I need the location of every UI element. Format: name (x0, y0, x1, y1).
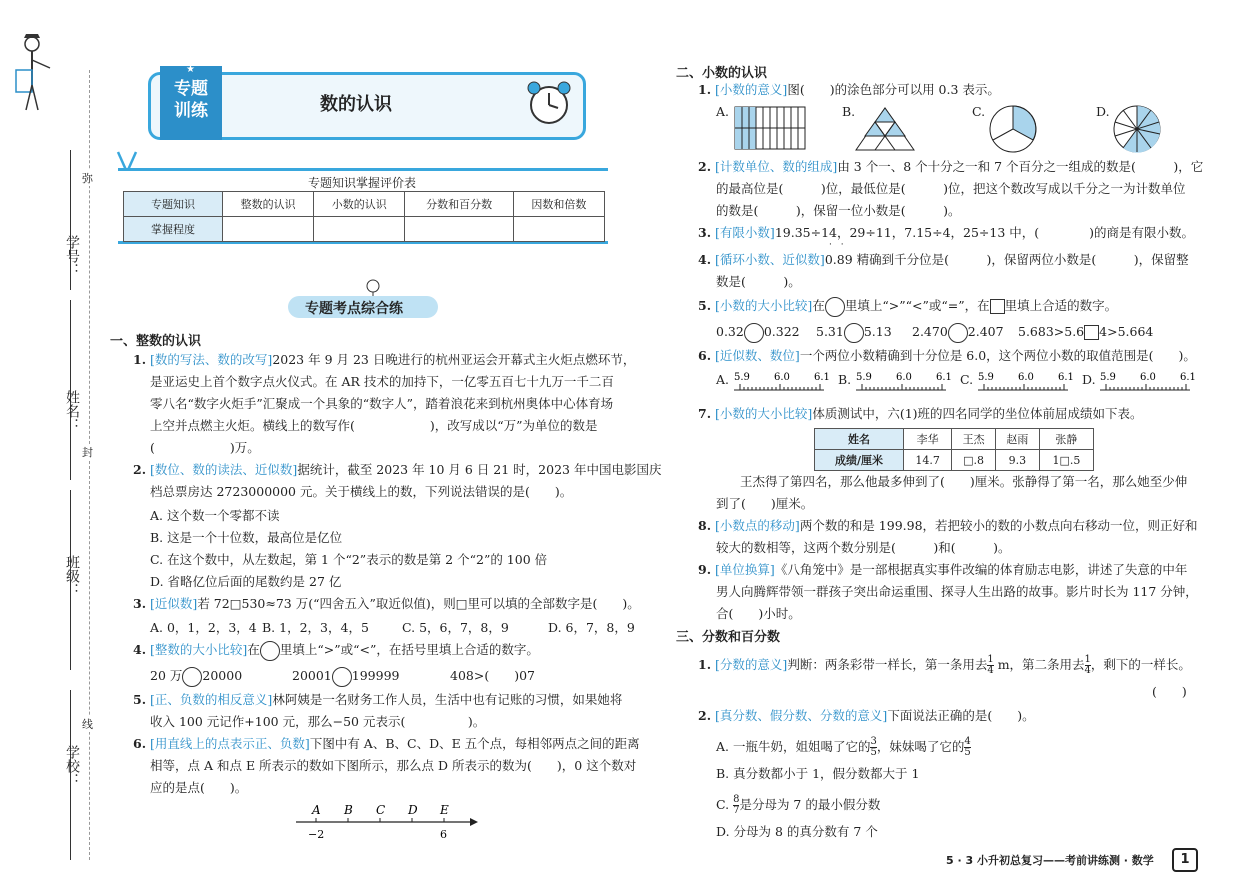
question-text: 下面说法正确的是( )。 (887, 708, 1035, 723)
question-6 (133, 734, 640, 754)
question-tag: [小数点的移动] (715, 518, 800, 533)
question-text: 数是( )。 (716, 274, 801, 289)
question-tag: [近似数] (150, 596, 198, 611)
school-label: 学校： (64, 745, 80, 787)
question-number: 3. (133, 596, 147, 611)
question-text: 零八名“数字火炬手”汇聚成一个具象的“数字人”，踏着浪花来到杭州奥体中心体育场 (150, 396, 614, 411)
question-tag: [数的写法、数的改写] (150, 352, 273, 367)
compare-left: 20 万 (150, 668, 183, 683)
numerator: 3 (870, 736, 877, 747)
compare-circle-input[interactable] (844, 323, 864, 343)
option-d[interactable]: D. 省略亿位后面的尾数约是 27 亿 (150, 574, 342, 589)
question-text: 上空并点燃主火炬。横线上的数写作( )，改写成以“万”为单位的数是 (150, 418, 598, 433)
question-number: 2. (698, 159, 712, 174)
question-text: 里填上“>”或“<”，在括号里填上合适的数字。 (279, 642, 539, 657)
option-b[interactable]: B. 这是一个十位数，最高位是亿位 (150, 530, 343, 545)
numerator: 1 (1084, 654, 1091, 665)
question-number: 5. (133, 692, 147, 707)
compare-item (716, 322, 800, 343)
question-text: 档总票房达 2723000000 元。关于横线上的数，下列说法错误的是( )。 (150, 484, 573, 499)
table-cell: 14.7 (904, 450, 952, 471)
compare-left: 5.31 (816, 324, 844, 339)
question-text: 《八角笼中》是一部根据真实事件改编的体育励志电影，讲述了失意的中年 (774, 562, 1188, 577)
question-1 (133, 350, 635, 370)
question-tag: [有限小数] (715, 225, 775, 240)
figure-b-triangles (854, 106, 916, 152)
option-c[interactable]: C. (960, 372, 974, 387)
option-d[interactable]: D. (1082, 372, 1096, 387)
option-d[interactable]: D. 分母为 8 的真分数有 7 个 (716, 824, 878, 839)
compare-right: 4>5.664 (1099, 324, 1154, 339)
question-1 (698, 80, 1000, 100)
numerator: 1 (987, 654, 994, 665)
question-text: 收入 100 元记作+100 元，那么−50 元表示( )。 (150, 714, 486, 729)
number-line-figure (290, 800, 480, 845)
ruler-tick-label: 5.9 (856, 372, 872, 383)
question-text: 判断：两条彩带一样长，第一条用去 (787, 657, 988, 672)
seal-char-xian: 线 (82, 718, 93, 731)
ruler-tick-label: 5.9 (734, 372, 750, 383)
question-2 (698, 706, 1035, 726)
badge-line-2: 训练 (174, 101, 208, 121)
square-input[interactable] (1084, 325, 1099, 340)
numerator: 8 (733, 794, 740, 805)
option-c[interactable] (716, 792, 880, 818)
question-text: 体质测试中，六(1)班的四名同学的坐位体前屈成绩如下表。 (812, 406, 1143, 421)
compare-item (292, 666, 399, 687)
question-number: 2. (133, 462, 147, 477)
seal-char-mi: 弥 (82, 172, 93, 185)
option-b[interactable]: B. (838, 372, 852, 387)
eval-cell: 整数的认识 (223, 192, 314, 217)
fraction (964, 737, 970, 758)
option-b[interactable]: B. (842, 104, 856, 119)
circle-blank-icon (825, 297, 845, 317)
question-4 (698, 250, 1189, 270)
question-number: 4. (698, 252, 712, 267)
option-b[interactable]: B. 真分数都小于 1，假分数都大于 1 (716, 766, 920, 781)
question-text: 到了( )厘米。 (716, 496, 814, 511)
compare-right: 199999 (351, 668, 400, 683)
eval-cell: 分数和百分数 (405, 192, 513, 217)
point-label: A (312, 803, 321, 817)
section-heading: 一、整数的认识 (110, 334, 202, 349)
compare-right: 5.13 (863, 324, 892, 339)
option-d[interactable]: D. (1096, 104, 1110, 119)
numerator: 4 (964, 736, 971, 747)
badge-star-icon: ★ (186, 64, 195, 75)
option-c[interactable]: C. (972, 104, 986, 119)
question-text: ，剩下的一样长。 (1090, 657, 1191, 672)
question-text: 较大的数相等，这两个数分别是( )和( )。 (716, 540, 1011, 555)
option-text: 是分母为 7 的最小假分数 (739, 797, 881, 812)
denominator: 5 (964, 747, 971, 758)
table-cell: □.8 (952, 450, 996, 471)
compare-item (1018, 322, 1153, 342)
question-text: 男人向腾辉带领一群孩子突出命运重围、探寻人生出路的故事。影片时长为 117 分钟， (716, 584, 1198, 599)
option-text: ，妹妹喝了它的 (876, 739, 965, 754)
question-text: 林阿姨是一名财务工作人员，生活中也有记账的习惯，如果她将 (272, 692, 623, 707)
question-6 (698, 346, 1196, 366)
ruler-tick-label: 6.0 (896, 372, 912, 383)
eval-table-title: 专题知识掌握评价表 (308, 176, 417, 190)
question-number: 8. (698, 518, 712, 533)
ruler-tick-label: 6.1 (936, 372, 952, 383)
compare-left: 2.470 (912, 324, 948, 339)
question-text: 的数是( )，保留一位小数是( )。 (716, 203, 961, 218)
repeating-dots: · · (829, 240, 847, 250)
section-heading: 三、分数和百分数 (676, 630, 781, 645)
question-5 (133, 690, 622, 710)
pin-icon (114, 150, 140, 178)
question-text: 图( )的涂色部分可以用 0.3 表示。 (787, 82, 1000, 97)
eval-cell: 小数的认识 (314, 192, 405, 217)
denominator: 7 (733, 805, 740, 816)
topic-badge (160, 66, 222, 140)
ruler-option-b (854, 368, 950, 396)
ruler-tick-label: 6.0 (1140, 372, 1156, 383)
compare-circle-input[interactable] (744, 323, 764, 343)
question-5 (698, 296, 1117, 317)
question-tag: [用直线上的点表示正、负数] (150, 736, 310, 751)
square-blank-icon (990, 299, 1005, 314)
question-3 (698, 223, 1194, 243)
question-tag: [正、负数的相反意义] (150, 692, 273, 707)
option-text: C. (716, 797, 730, 812)
ruler-tick-label: 6.0 (774, 372, 790, 383)
page-title: 数的认识 (320, 94, 392, 115)
class-label: 班级： (64, 555, 80, 597)
question-text: 王杰得了第四名，那么他最多伸到了( )厘米。张静得了第一名，那么她至少伸 (740, 474, 1188, 489)
figure-d-circle (1112, 104, 1162, 154)
question-text: 里填上“>”“<”或“=”，在 (844, 298, 990, 313)
question-text: 19.35÷14，29÷11，7.15÷4，25÷13 中，( )的商是有限小数。 (774, 225, 1195, 240)
question-number: 3. (698, 225, 712, 240)
option-a[interactable]: A. (716, 104, 730, 119)
question-tag: [循环小数、近似数] (715, 252, 825, 267)
compare-left: 5.683>5.6 (1018, 324, 1085, 339)
question-text: 2023 年 9 月 23 日晚进行的杭州亚运会开幕式主火炬点燃环节， (272, 352, 636, 367)
question-number: 6. (133, 736, 147, 751)
badge-line-1: 专题 (174, 79, 208, 99)
question-text: 的最高位是( )位，最低位是( )位，把这个数改写成以千分之一为计数单位 (716, 181, 1186, 196)
question-text: 一个两位小数精确到十分位是 6.0，这个两位小数的取值范围是( )。 (799, 348, 1196, 363)
ruler-option-c (976, 368, 1072, 396)
question-tag: [整数的大小比较] (150, 642, 248, 657)
question-number: 4. (133, 642, 147, 657)
compare-item (816, 322, 892, 343)
value-label: 6 (440, 828, 447, 841)
table-header: 赵雨 (996, 429, 1040, 450)
student-id-label: 学号： (64, 235, 80, 277)
question-number: 9. (698, 562, 712, 577)
eval-cell: 掌握程度 (124, 217, 223, 242)
question-text: 在 (247, 642, 260, 657)
compare-circle-input[interactable] (332, 667, 352, 687)
question-tag: [数位、数的读法、近似数] (150, 462, 298, 477)
question-text: 在 (812, 298, 825, 313)
section-heading: 二、小数的认识 (676, 66, 768, 81)
point-label: E (440, 803, 449, 817)
ruler-tick-label: 6.1 (1058, 372, 1074, 383)
question-tag: [小数的大小比较] (715, 406, 813, 421)
question-3 (133, 594, 640, 614)
option-c[interactable]: C. 在这个数中，从左数起，第 1 个“2”表示的数是第 2 个“2”的 100 倍 (150, 552, 548, 567)
question-text: 应的是点( )。 (150, 780, 248, 795)
question-text: ( )万。 (150, 440, 260, 455)
figure-c-circle (988, 104, 1038, 154)
question-number: 5. (698, 298, 712, 313)
question-8 (698, 516, 1198, 536)
eval-input-cell[interactable] (513, 217, 604, 242)
figure-a-grid (734, 106, 806, 150)
question-text: 合( )小时。 (716, 606, 801, 621)
question-text: 相等，点 A 和点 E 所表示的数如下图所示，那么点 D 所表示的数为( )，0 这个数对 (150, 758, 637, 773)
table-header: 李华 (904, 429, 952, 450)
footer-text: 5 · 3 小升初总复习——考前讲练测 · 数学 (946, 854, 1154, 867)
practice-title: 专题考点综合练 (305, 301, 403, 317)
option-a[interactable] (716, 734, 971, 760)
compare-circle-input[interactable] (948, 323, 968, 343)
option-a[interactable]: A. (716, 372, 730, 387)
eval-input-cell[interactable] (405, 217, 513, 242)
question-number: 6. (698, 348, 712, 363)
option-a[interactable]: A. 0，1，2，3，4 (150, 620, 257, 635)
table-header: 王杰 (952, 429, 996, 450)
eval-input-cell[interactable] (223, 217, 314, 242)
page-number: 1 (1172, 848, 1198, 872)
circle-blank-icon (260, 641, 280, 661)
question-number: 2. (698, 708, 712, 723)
fraction (987, 655, 993, 676)
question-text: 0.89 精确到千分位是( )，保留两位小数是( )，保留整 (824, 252, 1189, 267)
question-text: m，第二条用去 (997, 657, 1085, 672)
compare-right: 0.322 (763, 324, 800, 339)
option-text: A. 一瓶牛奶，姐姐喝了它的 (716, 739, 871, 754)
ruler-tick-label: 6.1 (814, 372, 830, 383)
binding-dashed-line (89, 70, 90, 860)
point-label: D (408, 803, 418, 817)
question-number: 1. (698, 657, 712, 672)
question-tag: [近似数、数位] (715, 348, 800, 363)
option-d[interactable]: D. 6，7，8，9 (548, 620, 635, 635)
score-table (814, 428, 1094, 471)
seal-char-feng: 封 (82, 446, 93, 459)
mascot-figure (8, 30, 58, 120)
alarm-clock-icon (522, 78, 574, 128)
compare-left: 0.32 (716, 324, 744, 339)
compare-right: 2.407 (967, 324, 1004, 339)
eval-input-cell[interactable] (314, 217, 405, 242)
question-number: 7. (698, 406, 712, 421)
question-9 (698, 560, 1187, 580)
question-tag: [真分数、假分数、分数的意义] (715, 708, 888, 723)
question-2 (133, 460, 661, 480)
eval-cell: 专题知识 (124, 192, 223, 217)
question-2 (698, 157, 1203, 177)
point-label: B (344, 803, 353, 817)
table-header: 张静 (1039, 429, 1093, 450)
table-header: 姓名 (815, 429, 904, 450)
question-tag: [小数的意义] (715, 82, 788, 97)
name-label: 姓名： (64, 390, 80, 432)
denominator: 4 (1084, 665, 1091, 676)
question-1 (698, 652, 1191, 678)
question-tag: [小数的大小比较] (715, 298, 813, 313)
question-tag: [分数的意义] (715, 657, 788, 672)
compare-circle-input[interactable] (182, 667, 202, 687)
value-label: −2 (308, 828, 325, 841)
denominator: 4 (987, 665, 994, 676)
question-number: 1. (698, 82, 712, 97)
ruler-tick-label: 5.9 (1100, 372, 1116, 383)
ruler-tick-label: 6.1 (1180, 372, 1196, 383)
question-4 (133, 640, 539, 661)
compare-right: 20000 (202, 668, 243, 683)
question-7 (698, 404, 1143, 424)
question-text: 是亚运史上首个数字点火仪式。在 AR 技术的加持下，一亿零五百七十九万一千二百 (150, 374, 614, 389)
question-number: 1. (133, 352, 147, 367)
question-text: 下图中有 A、B、C、D、E 五个点，每相邻两点之间的距离 (309, 736, 640, 751)
compare-left: 20001 (292, 668, 332, 683)
point-label: C (376, 803, 386, 817)
question-text: 里填上合适的数字。 (1004, 298, 1118, 313)
table-cell: 9.3 (996, 450, 1040, 471)
question-text: 若 72□530≈73 万(“四舍五入”取近似值)，则□里可以填的全部数字是( )。 (197, 596, 640, 611)
eval-table (123, 191, 605, 242)
option-a[interactable]: A. 这个数一个零都不读 (150, 508, 280, 523)
compare-item (150, 666, 242, 687)
ruler-tick-label: 5.9 (978, 372, 994, 383)
question-text: 由 3 个一、8 个十分之一和 7 个百分之一组成的数是( )，它 (837, 159, 1204, 174)
compare-item (912, 322, 1004, 343)
question-text: 两个数的和是 199.98，若把较小的数的小数点向右移动一位，则正好和 (799, 518, 1198, 533)
table-cell: 1□.5 (1039, 450, 1093, 471)
ruler-option-d (1098, 368, 1194, 396)
judge-answer-paren[interactable]: ( ) (1152, 684, 1187, 699)
ruler-tick-label: 6.0 (1018, 372, 1034, 383)
question-tag: [计数单位、数的组成] (715, 159, 838, 174)
table-cell: 成绩/厘米 (815, 450, 904, 471)
ruler-option-a (732, 368, 828, 396)
option-b[interactable]: B. 1，2，3，4，5 (262, 620, 369, 635)
question-text: 据统计，截至 2023 年 10 月 6 日 21 时，2023 年中国电影国庆 (297, 462, 662, 477)
question-tag: [单位换算] (715, 562, 775, 577)
denominator: 5 (870, 747, 877, 758)
compare-item[interactable]: 408>( )07 (450, 668, 535, 683)
eval-cell: 因数和倍数 (513, 192, 604, 217)
option-c[interactable]: C. 5，6，7，8，9 (402, 620, 509, 635)
